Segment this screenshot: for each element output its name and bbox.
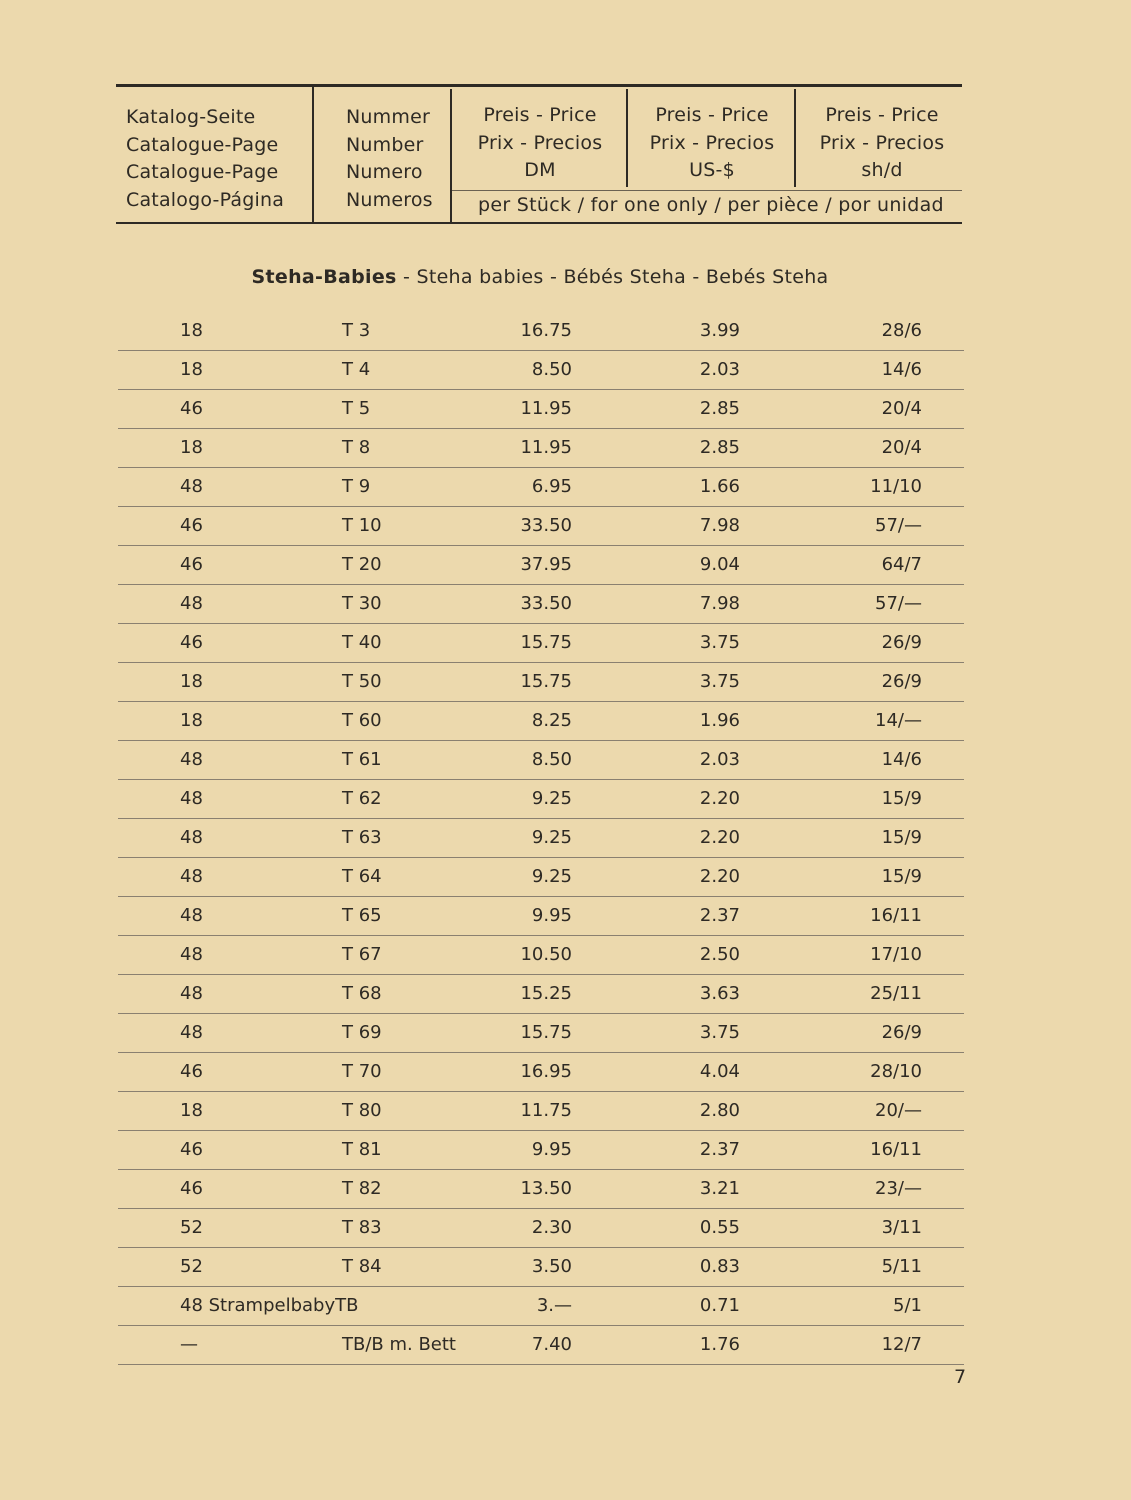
- cell-price-usd: 2.20: [699, 866, 740, 887]
- cell-price-shd: 26/9: [881, 671, 922, 692]
- cell-price-usd: 2.50: [699, 944, 740, 965]
- header-label: Catalogo-Página: [126, 188, 285, 211]
- cell-price-shd: 64/7: [881, 554, 922, 575]
- cell-price-shd: 26/9: [881, 632, 922, 653]
- section-title-bold: Steha-Babies: [251, 266, 397, 288]
- cell-catalog-page: 48: [180, 983, 203, 1004]
- cell-price-usd: 2.80: [699, 1100, 740, 1121]
- table-row: [118, 663, 964, 702]
- table-row: [118, 507, 964, 546]
- cell-catalog-page: 46: [180, 632, 203, 653]
- cell-price-dm: 7.40: [531, 1334, 572, 1355]
- cell-price-shd: 14/—: [875, 710, 922, 731]
- cell-price-dm: 15.75: [520, 671, 572, 692]
- cell-price-dm: 16.75: [520, 320, 572, 341]
- cell-number: T 61: [342, 749, 382, 770]
- cell-price-dm: 9.25: [531, 827, 572, 848]
- cell-number: T 40: [342, 632, 382, 653]
- cell-catalog-page: 48: [180, 749, 203, 770]
- cell-catalog-page: 46: [180, 398, 203, 419]
- cell-price-usd: 3.75: [699, 671, 740, 692]
- cell-price-shd: 26/9: [881, 1022, 922, 1043]
- header-label: sh/d: [861, 159, 903, 181]
- cell-catalog-page: 18: [180, 710, 203, 731]
- cell-catalog-page: 48: [180, 1022, 203, 1043]
- cell-catalog-page: 48: [180, 593, 203, 614]
- header-catalog-page: [126, 104, 284, 214]
- header-label: DM: [524, 159, 556, 181]
- cell-catalog-page: 48: [180, 905, 203, 926]
- cell-price-shd: 11/10: [870, 476, 922, 497]
- cell-price-shd: 15/9: [881, 866, 922, 887]
- table-row: [118, 1287, 964, 1326]
- cell-price-shd: 5/11: [881, 1256, 922, 1277]
- cell-price-dm: 9.25: [531, 788, 572, 809]
- cell-catalog-page: 48: [180, 788, 203, 809]
- header-bottom-rule: [116, 222, 962, 224]
- cell-price-usd: 2.37: [699, 905, 740, 926]
- table-row: [118, 858, 964, 897]
- header-divider: [626, 89, 628, 187]
- table-row: [118, 1131, 964, 1170]
- table-row: [118, 1170, 964, 1209]
- cell-price-dm: 15.75: [520, 632, 572, 653]
- cell-price-usd: 2.37: [699, 1139, 740, 1160]
- cell-price-usd: 7.98: [699, 515, 740, 536]
- header-divider: [450, 89, 452, 222]
- header-label: Numero: [346, 161, 423, 183]
- cell-price-shd: 57/—: [875, 515, 922, 536]
- table-header: [116, 84, 962, 224]
- cell-price-usd: 0.55: [699, 1217, 740, 1238]
- cell-number: T 69: [342, 1022, 382, 1043]
- cell-price-usd: 2.20: [699, 827, 740, 848]
- header-label: Prix - Precios: [477, 131, 603, 154]
- cell-catalog-page: 46: [180, 1178, 203, 1199]
- price-table: [118, 312, 964, 1365]
- cell-price-usd: 7.98: [699, 593, 740, 614]
- cell-catalog-page: 46: [180, 1061, 203, 1082]
- cell-price-dm: 6.95: [531, 476, 572, 497]
- cell-price-dm: 11.95: [520, 398, 572, 419]
- table-row: [118, 468, 964, 507]
- header-label: Number: [346, 133, 424, 156]
- table-row: [118, 975, 964, 1014]
- cell-price-dm: 3.—: [536, 1295, 572, 1316]
- header-label: US-$: [689, 159, 735, 181]
- cell-price-shd: 16/11: [870, 1139, 922, 1160]
- cell-price-shd: 20/—: [875, 1100, 922, 1121]
- header-label: Catalogue-Page: [126, 161, 279, 183]
- cell-price-shd: 15/9: [881, 788, 922, 809]
- cell-catalog-page: 18: [180, 671, 203, 692]
- cell-price-dm: 8.25: [531, 710, 572, 731]
- table-row: [118, 936, 964, 975]
- table-row: [118, 585, 964, 624]
- header-label: Katalog-Seite: [126, 106, 256, 128]
- cell-price-dm: 13.50: [520, 1178, 572, 1199]
- cell-price-shd: 5/1: [893, 1295, 922, 1316]
- cell-price-dm: 33.50: [520, 515, 572, 536]
- cell-price-dm: 16.95: [520, 1061, 572, 1082]
- page-number: 7: [954, 1366, 967, 1388]
- cell-price-usd: 9.04: [699, 554, 740, 575]
- cell-number: T 5: [342, 398, 371, 419]
- cell-number: T 84: [342, 1256, 382, 1277]
- cell-price-usd: 1.66: [699, 476, 740, 497]
- cell-price-usd: 4.04: [699, 1061, 740, 1082]
- cell-catalog-page: 46: [180, 1139, 203, 1160]
- cell-price-usd: 2.03: [699, 359, 740, 380]
- table-row: [118, 1209, 964, 1248]
- table-row: [118, 351, 964, 390]
- cell-number: T 10: [342, 515, 382, 536]
- cell-number: T 20: [342, 554, 382, 575]
- header-number: [346, 104, 433, 214]
- table-row: [118, 1053, 964, 1092]
- cell-price-shd: 16/11: [870, 905, 922, 926]
- header-label: Numeros: [346, 188, 433, 211]
- cell-number: T 64: [342, 866, 382, 887]
- cell-price-usd: 2.20: [699, 788, 740, 809]
- cell-price-usd: 0.71: [699, 1295, 740, 1316]
- cell-price-shd: 3/11: [881, 1217, 922, 1238]
- cell-catalog-page: 48: [180, 866, 203, 887]
- cell-price-dm: 33.50: [520, 593, 572, 614]
- cell-price-usd: 2.85: [699, 437, 740, 458]
- table-row: [118, 741, 964, 780]
- cell-price-dm: 37.95: [520, 554, 572, 575]
- cell-number: TB/B m. Bett: [342, 1334, 456, 1355]
- cell-catalog-page: 18: [180, 320, 203, 341]
- table-row: [118, 702, 964, 741]
- unit-note: per Stück / for one only / per pièce / por unidad: [478, 194, 944, 216]
- table-row: [118, 624, 964, 663]
- cell-catalog-page: 18: [180, 437, 203, 458]
- section-title: [0, 266, 1080, 288]
- table-row: [118, 1092, 964, 1131]
- table-row: [118, 546, 964, 585]
- table-row: [118, 1326, 964, 1365]
- cell-catalog-page: 46: [180, 554, 203, 575]
- cell-price-dm: 10.50: [520, 944, 572, 965]
- cell-number: T 3: [342, 320, 371, 341]
- cell-number: T 82: [342, 1178, 382, 1199]
- table-row: [118, 897, 964, 936]
- cell-price-dm: 9.25: [531, 866, 572, 887]
- cell-number: T 68: [342, 983, 382, 1004]
- table-row: [118, 1248, 964, 1287]
- cell-price-shd: 28/10: [870, 1061, 922, 1082]
- cell-price-shd: 15/9: [881, 827, 922, 848]
- header-sub-rule: [452, 190, 962, 191]
- cell-price-dm: 11.95: [520, 437, 572, 458]
- table-row: [118, 780, 964, 819]
- cell-price-dm: 9.95: [531, 905, 572, 926]
- table-row: [118, 429, 964, 468]
- cell-price-shd: 25/11: [870, 983, 922, 1004]
- cell-catalog-page: 48: [180, 944, 203, 965]
- cell-price-usd: 3.21: [699, 1178, 740, 1199]
- cell-price-shd: 14/6: [881, 749, 922, 770]
- cell-price-shd: 23/—: [875, 1178, 922, 1199]
- cell-number: T 83: [342, 1217, 382, 1238]
- cell-price-usd: 1.96: [699, 710, 740, 731]
- cell-catalog-page: 48 StrampelbabyTB: [180, 1295, 359, 1316]
- cell-number: T 80: [342, 1100, 382, 1121]
- cell-number: T 9: [342, 476, 371, 497]
- header-price-usd: [634, 102, 790, 185]
- cell-price-shd: 20/4: [881, 437, 922, 458]
- cell-number: T 4: [342, 359, 371, 380]
- cell-price-usd: 0.83: [699, 1256, 740, 1277]
- cell-price-usd: 2.85: [699, 398, 740, 419]
- header-divider: [794, 89, 796, 187]
- cell-number: T 65: [342, 905, 382, 926]
- cell-number: T 8: [342, 437, 371, 458]
- cell-price-dm: 8.50: [531, 359, 572, 380]
- cell-price-shd: 57/—: [875, 593, 922, 614]
- cell-number: T 50: [342, 671, 382, 692]
- cell-price-shd: 14/6: [881, 359, 922, 380]
- header-divider: [312, 87, 314, 222]
- cell-number: T 62: [342, 788, 382, 809]
- cell-price-usd: 3.75: [699, 632, 740, 653]
- cell-number: T 60: [342, 710, 382, 731]
- table-row: [118, 1014, 964, 1053]
- cell-catalog-page: 52: [180, 1217, 203, 1238]
- cell-number: T 30: [342, 593, 382, 614]
- header-label: Nummer: [346, 106, 430, 128]
- cell-number: T 67: [342, 944, 382, 965]
- cell-price-usd: 3.99: [699, 320, 740, 341]
- header-label: Preis - Price: [825, 104, 939, 126]
- header-label: Prix - Precios: [649, 131, 775, 154]
- cell-price-usd: 3.75: [699, 1022, 740, 1043]
- header-top-rule: [116, 84, 962, 87]
- header-label: Catalogue-Page: [126, 133, 279, 156]
- header-price-shd: [804, 102, 960, 185]
- header-label: Preis - Price: [655, 104, 769, 126]
- header-price-dm: [462, 102, 618, 185]
- cell-catalog-page: 18: [180, 1100, 203, 1121]
- cell-price-usd: 3.63: [699, 983, 740, 1004]
- header-label: Prix - Precios: [819, 131, 945, 154]
- section-title-rest: - Steha babies - Bébés Steha - Bebés Steha: [396, 266, 829, 288]
- cell-price-shd: 12/7: [881, 1334, 922, 1355]
- cell-catalog-page: 46: [180, 515, 203, 536]
- cell-price-shd: 28/6: [881, 320, 922, 341]
- cell-catalog-page: 52: [180, 1256, 203, 1277]
- cell-catalog-page: —: [180, 1334, 198, 1355]
- cell-number: T 70: [342, 1061, 382, 1082]
- cell-price-dm: 8.50: [531, 749, 572, 770]
- table-row: [118, 390, 964, 429]
- cell-price-usd: 2.03: [699, 749, 740, 770]
- cell-price-shd: 17/10: [870, 944, 922, 965]
- cell-number: T 63: [342, 827, 382, 848]
- cell-price-dm: 9.95: [531, 1139, 572, 1160]
- cell-price-shd: 20/4: [881, 398, 922, 419]
- header-label: Preis - Price: [483, 104, 597, 126]
- cell-catalog-page: 48: [180, 827, 203, 848]
- cell-price-dm: 15.25: [520, 983, 572, 1004]
- table-row: [118, 312, 964, 351]
- cell-price-dm: 2.30: [531, 1217, 572, 1238]
- cell-price-usd: 1.76: [699, 1334, 740, 1355]
- cell-price-dm: 3.50: [531, 1256, 572, 1277]
- cell-catalog-page: 18: [180, 359, 203, 380]
- cell-price-dm: 11.75: [520, 1100, 572, 1121]
- cell-price-dm: 15.75: [520, 1022, 572, 1043]
- cell-number: T 81: [342, 1139, 382, 1160]
- cell-catalog-page: 48: [180, 476, 203, 497]
- table-row: [118, 819, 964, 858]
